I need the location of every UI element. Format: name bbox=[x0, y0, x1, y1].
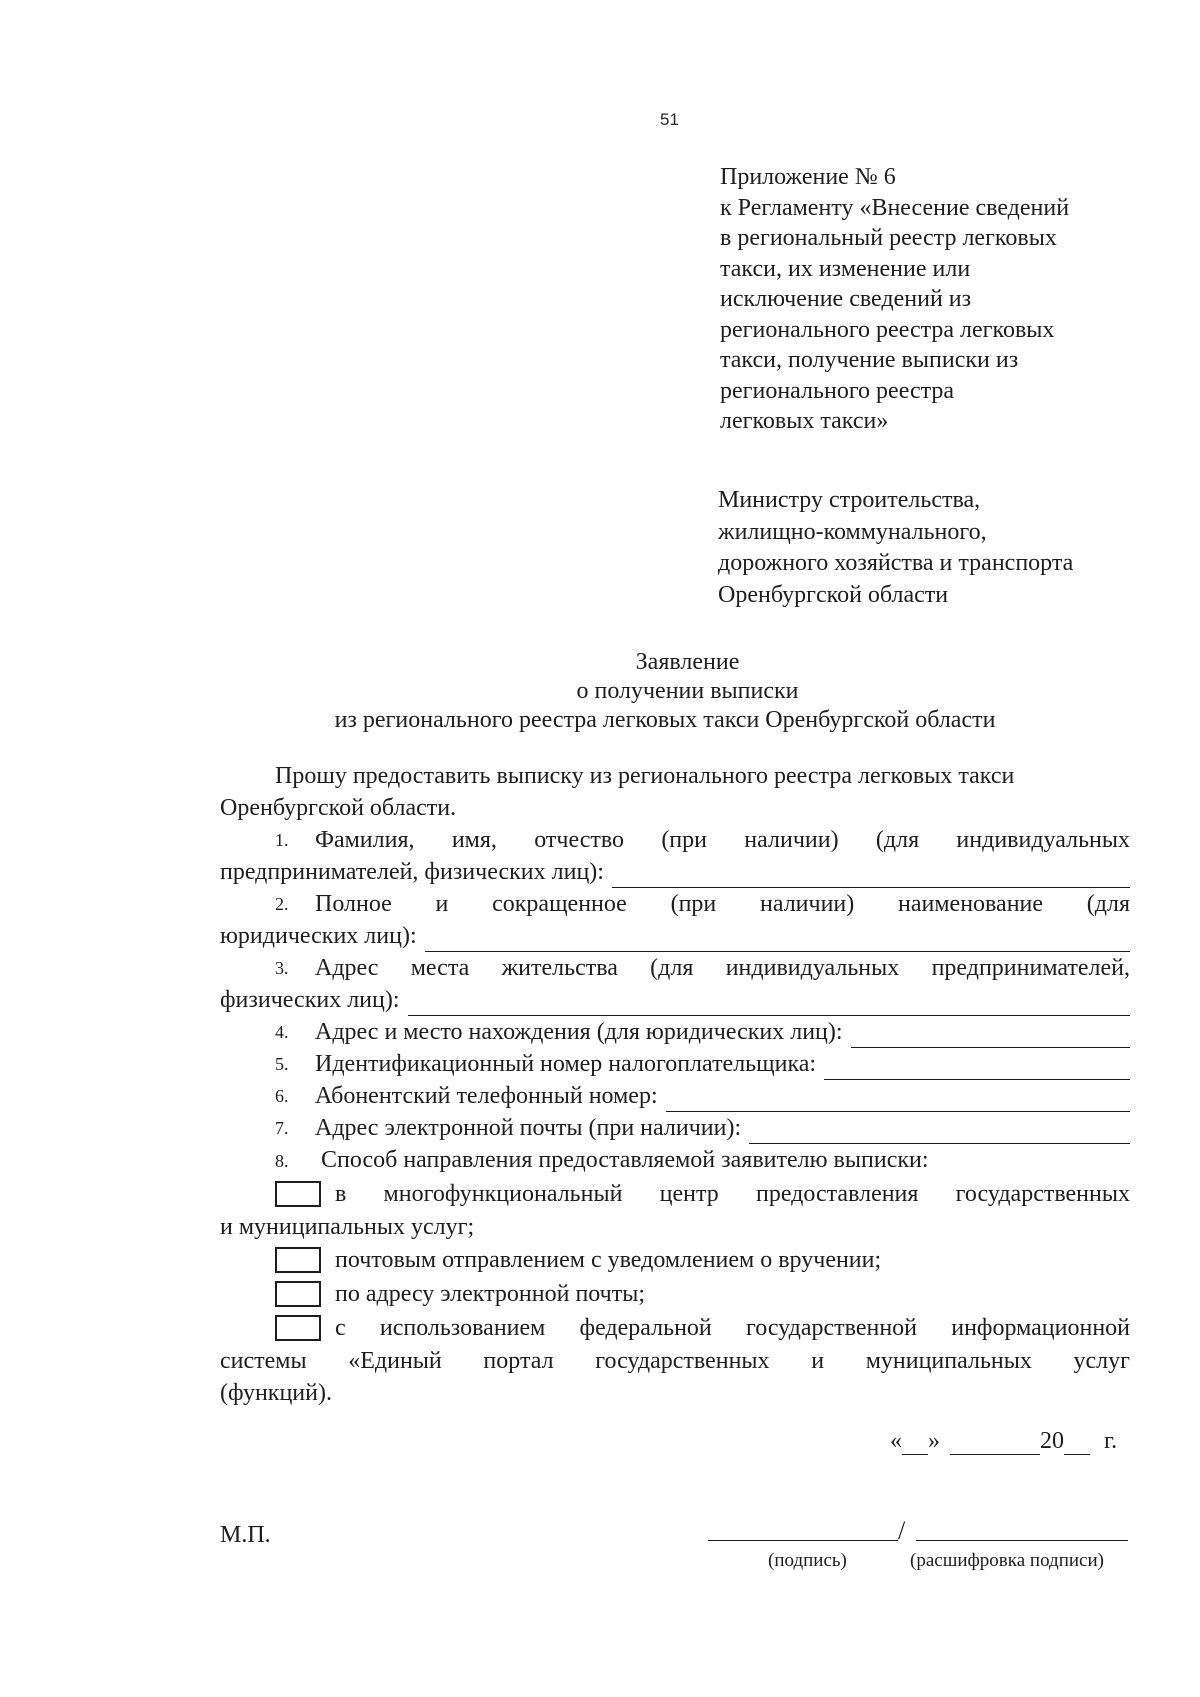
signature-decode-caption: (расшифровка подписи) bbox=[910, 1550, 1104, 1571]
signature-decode-field[interactable] bbox=[916, 1540, 1128, 1541]
item-1 bbox=[220, 824, 1130, 856]
tax-id-field[interactable] bbox=[824, 1055, 1130, 1080]
item-label: Идентификационный номер налогоплательщика: bbox=[315, 1051, 817, 1077]
item-label: Абонентский телефонный номер: bbox=[315, 1083, 658, 1109]
item-number: 7. bbox=[275, 1118, 289, 1138]
full-name-field[interactable] bbox=[612, 863, 1130, 888]
item-number: 6. bbox=[275, 1086, 289, 1106]
signature-field[interactable] bbox=[708, 1540, 898, 1541]
item-label: физических лиц): bbox=[220, 987, 400, 1013]
appendix-line: регионального реестра bbox=[720, 377, 955, 404]
item-8 bbox=[220, 1144, 1130, 1177]
item-number: 5. bbox=[275, 1054, 289, 1074]
mfc-checkbox[interactable] bbox=[275, 1181, 321, 1207]
appendix-line: исключение сведений из bbox=[720, 286, 972, 312]
addressee-line: Оренбургской области bbox=[718, 581, 949, 608]
item-label: Полное и сокращенное (при наличии) наименование (для bbox=[315, 891, 1130, 917]
day-field[interactable] bbox=[902, 1432, 928, 1455]
title-line-1: Заявление bbox=[635, 649, 740, 675]
delivery-option-portal bbox=[220, 1311, 1130, 1345]
item-label: Фамилия, имя, отчество (при наличии) (для индивидуальных bbox=[315, 827, 1130, 853]
appendix-line: регионального реестра легковых bbox=[720, 316, 1055, 343]
item-6 bbox=[220, 1080, 1130, 1112]
year-prefix: 20 bbox=[1040, 1428, 1064, 1454]
month-field[interactable] bbox=[950, 1432, 1040, 1455]
item-label: юридических лиц): bbox=[220, 923, 417, 949]
date-open-quote: « bbox=[890, 1428, 902, 1454]
item-5 bbox=[220, 1048, 1130, 1080]
organization-name-field[interactable] bbox=[425, 927, 1130, 952]
appendix-line: Приложение № 6 bbox=[720, 164, 896, 190]
mail-checkbox[interactable] bbox=[275, 1247, 321, 1273]
delivery-option-mail bbox=[220, 1243, 1130, 1277]
item-7 bbox=[220, 1112, 1130, 1144]
appendix-line: в региональный реестр легковых bbox=[720, 225, 1057, 251]
signature-caption: (подпись) bbox=[768, 1550, 847, 1571]
item-3-field-row bbox=[220, 984, 1130, 1016]
appendix-line: такси, получение выписки из bbox=[720, 347, 1019, 373]
item-number: 4. bbox=[275, 1022, 289, 1042]
email-field[interactable] bbox=[749, 1119, 1130, 1144]
item-2 bbox=[220, 888, 1130, 920]
residence-address-field[interactable] bbox=[408, 991, 1130, 1016]
delivery-option-email bbox=[220, 1277, 1130, 1311]
item-number: 2. bbox=[275, 894, 289, 914]
signature-separator: / bbox=[898, 1516, 906, 1545]
item-label: Адрес электронной почты (при наличии): bbox=[315, 1115, 742, 1141]
phone-number-field[interactable] bbox=[666, 1087, 1130, 1112]
delivery-option-mfc bbox=[220, 1177, 1130, 1211]
appendix-line: легковых такси» bbox=[720, 408, 889, 434]
option-label: в многофункциональный центр предоставления государственных bbox=[335, 1181, 1130, 1207]
addressee-line: жилищно-коммунального, bbox=[718, 518, 987, 545]
appendix-line: к Регламенту «Внесение сведений bbox=[720, 194, 1070, 221]
item-2-field-row bbox=[220, 920, 1130, 952]
legal-address-field[interactable] bbox=[851, 1023, 1130, 1048]
signature-block bbox=[708, 1516, 1128, 1550]
option-label-continued: (функций). bbox=[220, 1380, 332, 1406]
item-number: 3. bbox=[275, 958, 289, 978]
email-checkbox[interactable] bbox=[275, 1281, 321, 1307]
item-4 bbox=[220, 1016, 1130, 1048]
option-label: с использованием федеральной государственной информационной bbox=[335, 1315, 1130, 1341]
option-label: почтовым отправлением с уведомлением о вручении; bbox=[335, 1247, 882, 1273]
intro-line-1: Прошу предоставить выписку из регионального реестра легковых такси bbox=[275, 763, 1015, 789]
addressee-block bbox=[718, 485, 1158, 611]
application-body bbox=[220, 760, 1130, 1409]
date-field bbox=[890, 1428, 1117, 1455]
portal-checkbox[interactable] bbox=[275, 1315, 321, 1341]
intro-line-2: Оренбургской области. bbox=[220, 795, 457, 821]
option-label-continued: системы «Единый портал государственных и муниципальных услуг bbox=[220, 1348, 1130, 1374]
item-label: Способ направления предоставляемой заявителю выписки: bbox=[321, 1147, 929, 1173]
item-label: Адрес места жительства (для индивидуальных предпринимателей, bbox=[315, 955, 1130, 981]
appendix-line: такси, их изменение или bbox=[720, 255, 971, 282]
option-label: по адресу электронной почты; bbox=[335, 1281, 646, 1307]
item-number: 1. bbox=[275, 830, 289, 850]
item-3 bbox=[220, 952, 1130, 984]
item-1-field-row bbox=[220, 856, 1130, 888]
year-field[interactable] bbox=[1064, 1432, 1090, 1455]
item-label: Адрес и место нахождения (для юридических лиц): bbox=[315, 1019, 843, 1045]
addressee-line: дорожного хозяйства и транспорта bbox=[718, 550, 1074, 576]
document-title bbox=[0, 648, 1200, 735]
option-label-continued: и муниципальных услуг; bbox=[220, 1214, 475, 1240]
addressee-line: Министру строительства, bbox=[718, 487, 981, 513]
date-close-quote: » bbox=[928, 1428, 940, 1454]
year-suffix: г. bbox=[1104, 1428, 1118, 1454]
appendix-header bbox=[720, 162, 1150, 437]
title-line-2: о получении выписки bbox=[576, 678, 799, 704]
item-label: предпринимателей, физических лиц): bbox=[220, 859, 604, 885]
stamp-place: М.П. bbox=[220, 1522, 271, 1548]
page-number: 51 bbox=[660, 110, 679, 129]
item-number: 8. bbox=[275, 1151, 289, 1171]
title-line-3: из регионального реестра легковых такси Оренбургской области bbox=[334, 707, 996, 733]
